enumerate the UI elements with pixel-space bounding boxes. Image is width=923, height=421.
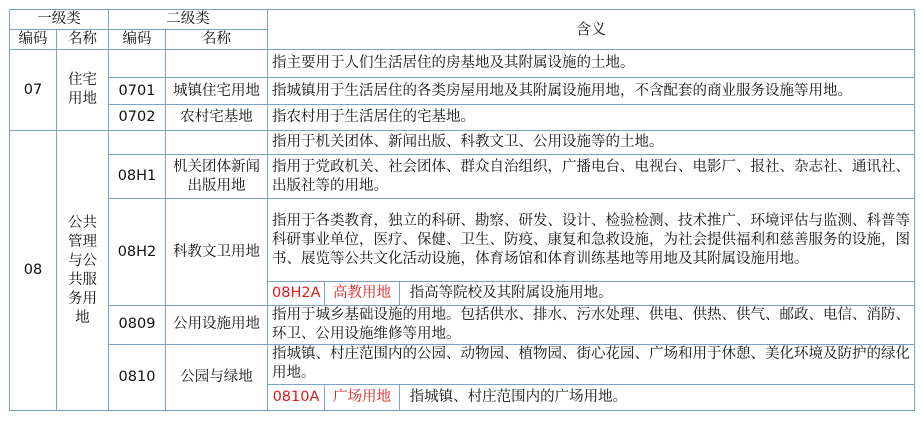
desc-0810: 指城镇、村庄范围内的公园、动物园、植物园、街心花园、广场和用于休憩、美化环境及防护的绿化用地。 [268, 344, 915, 384]
level2-header: 二级类 [109, 10, 268, 30]
desc-0701: 指城镇用于生活居住的各类房屋用地及其附属设施用地，不含配套的商业服务设施等用地。 [268, 78, 915, 105]
code-0809: 0809 [109, 305, 166, 344]
meaning-header: 含义 [268, 10, 915, 50]
code-0810A: 0810A [268, 384, 325, 410]
desc-07: 指主要用于人们生活居住的房基地及其附属设施的土地。 [268, 50, 915, 78]
level2-code-header: 编码 [109, 30, 166, 50]
empty-name-cell [166, 131, 268, 155]
level2-name-header: 名称 [166, 30, 268, 50]
desc-08H2A: 指高等院校及其附属设施用地。 [409, 284, 613, 301]
desc-0810A: 指城镇、村庄范围内的广场用地。 [409, 388, 628, 405]
level1-header: 一级类 [10, 10, 109, 30]
name-07: 住宅 用地 [57, 50, 109, 131]
code-08: 08 [10, 131, 57, 411]
desc-0810A-group [325, 384, 915, 410]
code-08H2A: 08H2A [268, 281, 325, 305]
code-08H2: 08H2 [109, 199, 166, 305]
empty-code-cell [109, 131, 166, 155]
desc-08: 指用于机关团体、新闻出版、科教文卫、公用设施等的土地。 [268, 131, 915, 155]
name-08H2: 科教文卫用地 [166, 199, 268, 305]
name-08H1: 机关团体新闻出版用地 [166, 155, 268, 199]
code-0810: 0810 [109, 344, 166, 410]
classification-table [9, 9, 915, 411]
name-0810A: 广场用地 [325, 385, 400, 410]
desc-08H2: 指用于各类教育，独立的科研、勘察、研发、设计、检验检测、技术推广、环境评估与监测、科普等科研事业单位，医疗、保健、卫生、防疫、康复和急救设施，为社会提供福利和慈善服务的设施，图书、展览等公共文化活动设施，体育场馆和体育训练基地等用地及其附属设施用地。 [268, 199, 915, 281]
level1-code-header: 编码 [10, 30, 57, 50]
name-08H2A: 高教用地 [325, 282, 400, 305]
code-0701: 0701 [109, 78, 166, 105]
code-08H1: 08H1 [109, 155, 166, 199]
code-0702: 0702 [109, 105, 166, 131]
desc-0702: 指农村用于生活居住的宅基地。 [268, 105, 915, 131]
empty-name-cell [166, 50, 268, 78]
name-0809: 公用设施用地 [166, 305, 268, 344]
land-use-classification-table [9, 9, 914, 411]
name-0702: 农村宅基地 [166, 105, 268, 131]
name-08: 公共管理与公共服务用 地 [57, 131, 109, 411]
desc-0809: 指用于城乡基础设施的用地。包括供水、排水、污水处理、供电、供热、供气、邮政、电信、消防、环卫、公用设施维修等用地。 [268, 305, 915, 344]
desc-08H2A-group [325, 281, 915, 305]
empty-code-cell [109, 50, 166, 78]
level1-name-header: 名称 [57, 30, 109, 50]
name-0701: 城镇住宅用地 [166, 78, 268, 105]
name-0810: 公园与绿地 [166, 344, 268, 410]
code-07: 07 [10, 50, 57, 131]
desc-08H1: 指用于党政机关、社会团体、群众自治组织，广播电台、电视台、电影厂、报社、杂志社、通讯社、出版社等的用地。 [268, 155, 915, 199]
